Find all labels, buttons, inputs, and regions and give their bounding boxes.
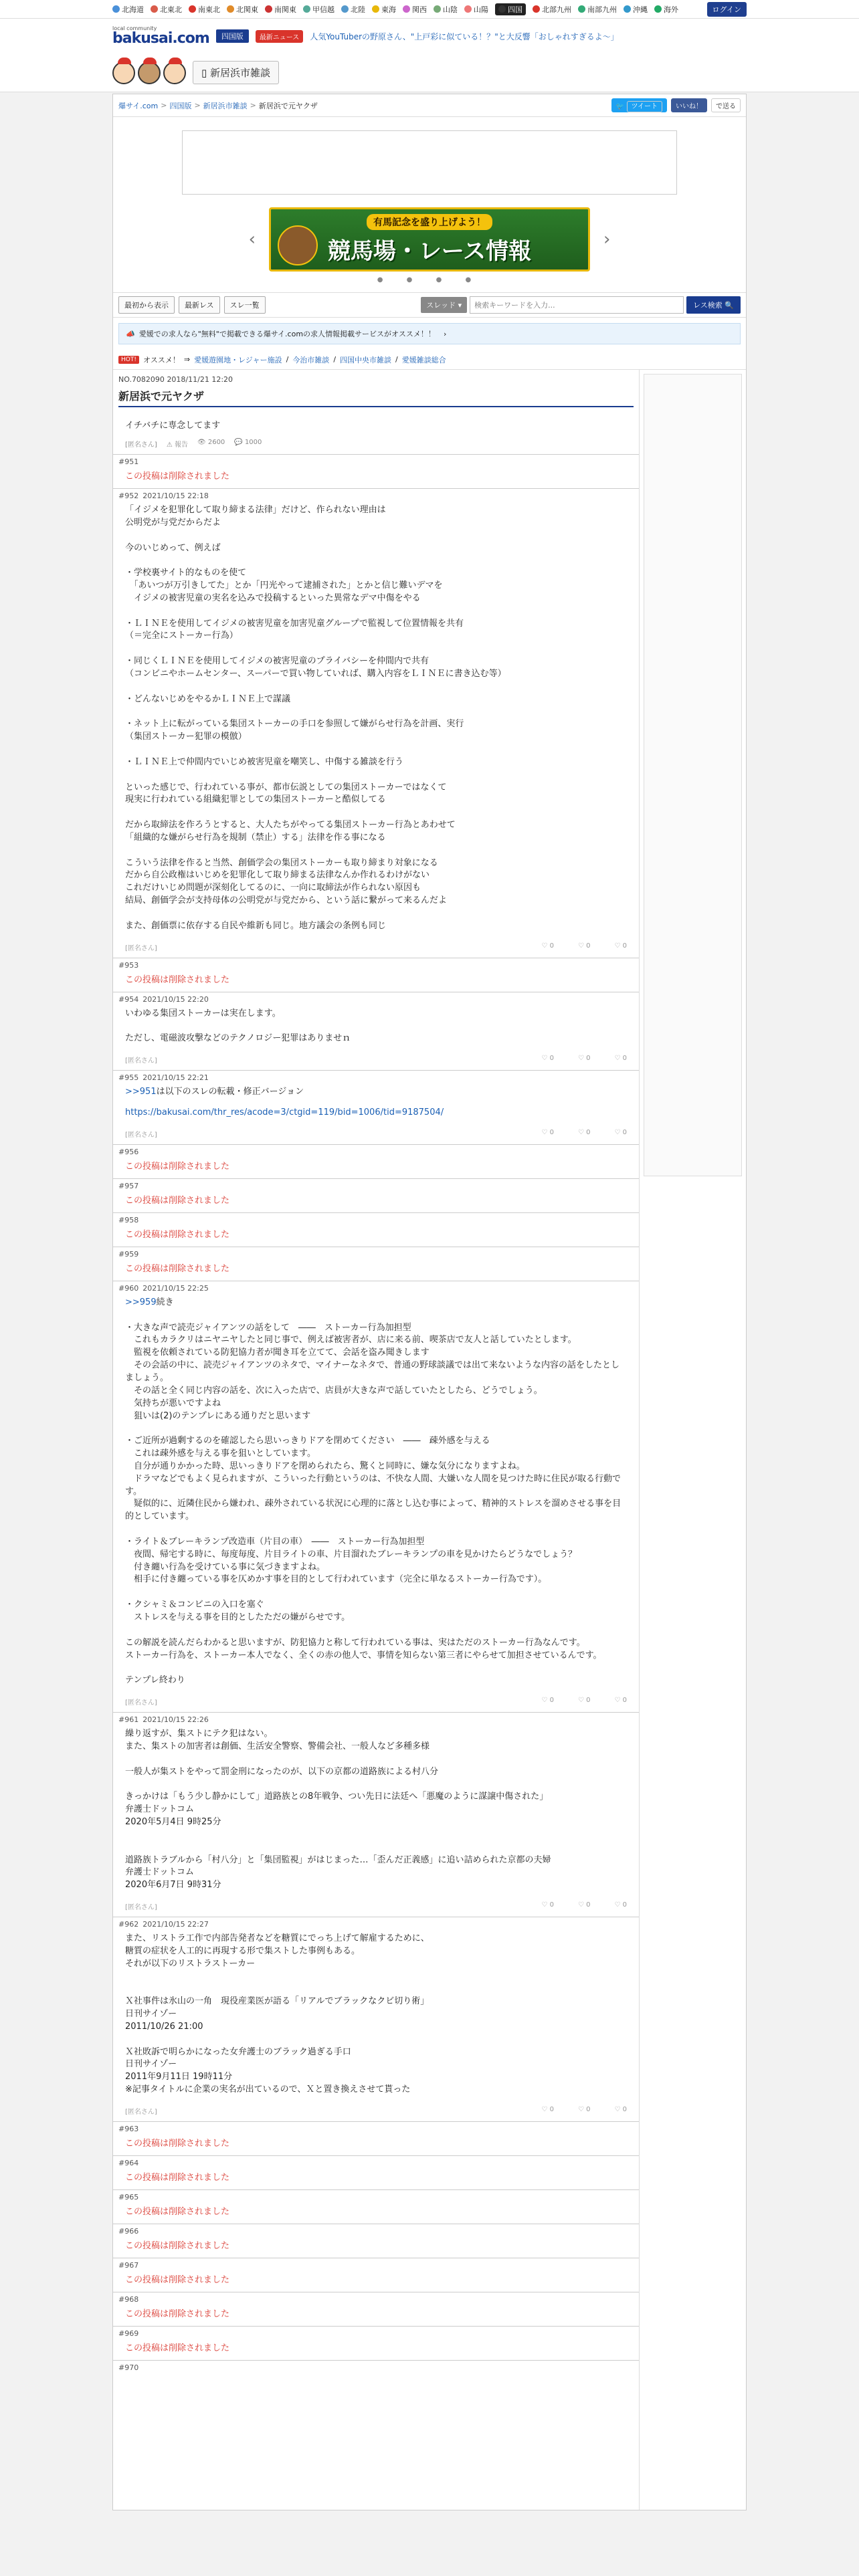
region-link[interactable] <box>112 4 144 15</box>
region-link[interactable] <box>151 4 182 15</box>
deleted-notice: この投稿は削除されました <box>125 471 230 481</box>
recommend-link[interactable]: 愛媛雑談総合 <box>401 355 446 364</box>
post-number[interactable]: #951 <box>118 457 139 466</box>
post-number[interactable]: #964 <box>118 2159 139 2167</box>
post-number[interactable]: #959 <box>118 1249 139 1259</box>
right-column <box>639 370 746 2510</box>
news-label: 最新ニュース <box>256 30 304 43</box>
deleted-notice: この投稿は削除されました <box>125 2241 230 2251</box>
thread-body: イチバチに専念してます <box>125 421 221 431</box>
horse-icon <box>278 225 318 265</box>
post-text: は以下のスレの転載・修正バージョン <box>156 1087 304 1097</box>
post-header <box>118 2329 634 2338</box>
deleted-notice: この投稿は削除されました <box>125 974 230 985</box>
right-ad[interactable] <box>644 374 742 1176</box>
quote-link[interactable]: >>959 <box>125 1297 157 1307</box>
region-label: 南部九州 <box>587 5 617 14</box>
post-date: 2021/10/15 22:21 <box>142 1073 209 1083</box>
like-icon[interactable]: ♡ 0 <box>541 942 554 950</box>
funny-icon[interactable]: ♡ 0 <box>614 1055 627 1063</box>
region-icon <box>227 5 234 13</box>
thread-toolbar <box>113 292 746 318</box>
region-label: 南東北 <box>198 5 220 14</box>
post-header <box>118 2261 634 2270</box>
deleted-notice: この投稿は削除されました <box>125 1161 230 1172</box>
region-label: 沖縄 <box>633 5 648 14</box>
post-header <box>118 2295 634 2304</box>
post-header <box>118 492 634 500</box>
keiba-banner[interactable] <box>269 207 590 272</box>
post-number[interactable]: #953 <box>118 960 139 970</box>
region-icon <box>303 5 310 13</box>
breadcrumb-board[interactable]: 新居浜市雑談 <box>203 101 248 110</box>
region-link[interactable] <box>434 4 458 15</box>
post-header <box>118 2363 634 2372</box>
area-badge[interactable]: 四国版 <box>216 29 249 43</box>
post <box>113 488 639 958</box>
recommend-label: オススメ！ <box>142 355 180 364</box>
region-label: 海外 <box>664 5 678 14</box>
show-from-start-button[interactable]: 最初から表示 <box>118 296 175 314</box>
separator: / <box>286 355 289 364</box>
tweet-label: ツイート <box>627 101 663 112</box>
banner-tag: 有馬記念を盛り上げよう！ <box>367 214 492 230</box>
post-author: [匿名さん] <box>125 944 157 952</box>
post-number[interactable]: #967 <box>118 2261 139 2270</box>
region-link[interactable] <box>464 4 488 15</box>
post-number[interactable]: #955 <box>118 1073 139 1083</box>
post-date: 2021/10/15 22:18 <box>142 492 209 500</box>
post <box>113 1212 639 1247</box>
ad-box[interactable] <box>182 130 677 195</box>
main-container <box>112 94 747 2510</box>
recommend-link[interactable]: 四国中央市雑談 <box>340 355 392 364</box>
post-author: [匿名さん] <box>125 1699 157 1707</box>
post-header <box>118 2227 634 2236</box>
region-icon <box>434 5 441 13</box>
share-buttons <box>611 98 741 112</box>
post-footer <box>118 1119 634 1140</box>
deleted-notice: この投稿は削除されました <box>125 2207 230 2217</box>
send-button[interactable]: で送る <box>711 98 741 112</box>
post-author: [匿名さん] <box>125 1131 157 1139</box>
post-header <box>118 2125 634 2133</box>
post <box>113 2155 639 2189</box>
post-date: 2021/10/15 22:20 <box>142 994 209 1004</box>
post <box>113 1070 639 1144</box>
banner-title: 競馬場・レース情報 <box>327 237 532 265</box>
reactions <box>541 2106 627 2116</box>
post <box>113 1144 639 1178</box>
content-area <box>113 370 746 2510</box>
post <box>113 1281 639 1712</box>
logo-sub: local community <box>112 25 157 31</box>
post <box>113 1247 639 1281</box>
mascot-icon <box>163 62 186 84</box>
hot-badge: HOT! <box>118 356 139 364</box>
like-button[interactable]: いいね！ <box>671 98 707 112</box>
region-link[interactable] <box>654 4 678 15</box>
logo-main: bakusai.com <box>112 30 209 47</box>
deleted-notice: この投稿は削除されました <box>125 2343 230 2353</box>
region-icon <box>498 5 506 13</box>
post-text: 「イジメを犯罪化して取り締まる法律」だけど、作られない理由は 公明党が与党だからだよ 今のいじめって、例えば ・学校裏サイト的なものを使て 「あいつが万引きしてた」とか「円光やって逮捕された」とかと信じ難いデマを イジメの被害児童の実名を込みで投稿するといった異常なデマ中傷をやる ・ＬＩＮＥを使用してイジメの被害児童を加害児童グループで監視して位置情報を共有 （＝完全にストーカー行為） ・同じくＬＩＮＥを使用してイジメの被害児童のプライバシーを仲間内で共有 （コンビニやホームセンター、スーパーで買い物していれば、購入内容をＬＩＮＥに書き込む等） ・どんないじめをやるかＬＩＮＥ上で謀議 ・ネット上に転がっている集団ストーカーの手口を参照して嫌がらせ行為を計画、実行 （集団ストーカー犯罪の模倣） ・ＬＩＮＥ上で仲間内でいじめ被害児童を嘲笑し、中傷する雑談を行う といった感じで、行われている事が、都市伝説としての集団ストーカーではなくて 現実に行われている組織犯罪としての集団ストーカーと酷似してる だから取締法を作ろうとすると、大人たちがやってる集団ストーカー行為とあわせて 「組織的な嫌がらせ行為を規制（禁止）する」法律を作る事になる こういう法律を作ると当然、創価学会の集団ストーカーも取り締まり対象になる だから自公政権はいじめを犯罪化して取り締まる法律なんか作れるわけがない これだけいじめ問題が深刻化してるのに、一向に取締法が作られない原因も 結局、創価学会が支持母体の公明党が与党だから、という話に繋がって来るんだよ また、創価票に依存する自民や維新も同じ。地方議会の条例も同じ <box>125 505 506 931</box>
post-number[interactable]: #968 <box>118 2295 139 2304</box>
region-label: 東海 <box>381 5 396 14</box>
recommend-link[interactable]: 愛媛遊園地・レジャー施設 <box>194 355 282 364</box>
sub-header <box>0 53 859 92</box>
chevron-right-icon: › <box>443 329 447 338</box>
carousel-dots[interactable]: ● ● ● ● <box>377 276 482 284</box>
post-number[interactable]: #952 <box>118 492 139 500</box>
post-body <box>118 1929 634 2097</box>
region-label: 山陰 <box>443 5 458 14</box>
post-body <box>118 1004 634 1046</box>
region-link[interactable] <box>372 4 396 15</box>
posts-column <box>113 370 639 2510</box>
post-footer <box>118 1045 634 1066</box>
post <box>113 2258 639 2292</box>
post-body <box>118 1724 634 1892</box>
region-label: 甲信越 <box>312 5 335 14</box>
deleted-notice: この投稿は削除されました <box>125 2309 230 2319</box>
thread-header <box>113 370 639 413</box>
like-icon[interactable]: ♡ 0 <box>541 1697 554 1705</box>
next-arrow-icon[interactable]: › <box>603 229 611 249</box>
report-link[interactable]: ⚠ 報告 <box>166 441 188 449</box>
post-footer <box>118 2097 634 2117</box>
post-header <box>118 1715 634 1724</box>
region-icon <box>533 5 540 13</box>
deleted-notice: この投稿は削除されました <box>125 1229 230 1240</box>
region-icon <box>464 5 472 13</box>
region-icon <box>624 5 631 13</box>
post-header <box>118 961 634 970</box>
funny-icon[interactable]: ♡ 0 <box>614 1901 627 1909</box>
region-link[interactable] <box>495 3 526 15</box>
region-link[interactable] <box>265 4 296 15</box>
post <box>113 2360 639 2381</box>
search-scope-label: スレッド <box>426 301 456 310</box>
site-logo[interactable] <box>112 26 209 46</box>
post-number[interactable]: #970 <box>118 2363 139 2372</box>
dislike-icon[interactable]: ♡ 0 <box>577 1055 591 1063</box>
post-number[interactable]: #954 <box>118 994 139 1004</box>
promo-text: 愛媛での求人なら"無料"で掲載できる爆サイ.comの求人情報掲載サービスがオススメ！！ <box>138 330 436 338</box>
region-icon <box>189 5 196 13</box>
region-link[interactable] <box>624 4 648 15</box>
post <box>113 454 639 488</box>
post <box>113 1712 639 1917</box>
post-header <box>118 1920 634 1929</box>
region-link[interactable] <box>403 4 427 15</box>
post-body <box>118 1293 634 1687</box>
reactions <box>541 1901 627 1911</box>
post-number[interactable]: #963 <box>118 2125 139 2133</box>
post-number[interactable]: #962 <box>118 1920 139 1929</box>
post-author: [匿名さん] <box>125 1904 157 1912</box>
post-number[interactable]: #965 <box>118 2193 139 2202</box>
region-label: 四国 <box>508 5 522 14</box>
thread-list-button[interactable]: スレ一覧 <box>224 296 266 314</box>
post-header <box>118 995 634 1004</box>
post-footer <box>118 933 634 954</box>
recommend-arrow: ⇒ <box>183 355 191 364</box>
breadcrumb: 爆サイ.com > 四国版 > 新居浜市雑談 > 新居浜で元ヤクザ 🐦 ツイート いいね！ で送る <box>113 94 746 117</box>
post <box>113 1178 639 1212</box>
deleted-notice: この投稿は削除されました <box>125 1263 230 1274</box>
reactions <box>541 942 627 952</box>
post-footer <box>118 1892 634 1913</box>
separator: / <box>395 355 398 364</box>
search-input[interactable] <box>470 296 684 314</box>
post-text: 続き ・大きな声で読売ジャイアンツの話をして ―― ストーカー行為加担型 これもカラクリはニヤニヤしたと同じ事で、例えば被害者が、店に来る前、喫茶店で友人と話していたとします。 監視を依頼されている防犯協力者が聞き耳を立てて、会話を盗み聞きします その会話の中に、読売ジャイアンツのネタで、マイナーなネタで、普通の野球談議では出て来ないような内容の話をしたとしましょう。 その話と全く同じ内容の話を、次に入った店で、店員が大きな声で話していたとしたら、どうでしょう。 気持ちが悪いですよね 狙いは(2)のテンプレにある通りだと思います ・ご近所が過剰するのを確認したら思いっきりドアを閉めてください ―― 疎外感を与える これは疎外感を与える事を狙いとしています。 自分が通りかかった時、思いっきりドアを閉められたら、驚くと同時に、嫌な気分になりますよね。 ドラマなどでもよく見られますが、こういった行動というのは、不快な人間、大嫌いな人間を見つけた時に住民が取る行動です。 疑似的に、近隣住民から嫌われ、疎外されている状況に心理的に落とし込む事によって、精神的ストレスを溜めさせる事を目的としています。 ・ライト＆ブレーキランプ改造車（片目の車） ―― ストーカー行為加担型 夜間、帰宅する時に、毎度毎度、片目ライトの車、片目溜れたブレーキランプの車を見かけたらどうなでしょう？ 付き纏い行為を受けている事に気づきますよね。 相手に付き纏っている事を仄めかす事を目的として行われています（完全に単なるストーカー行為です）。 ・クシャミ＆コンビニの入口を塞ぐ ストレスを与える事を目的としたただの嫌がらせです。 この解説を読んだらわかると思いますが、防犯協力と称して行われている事は、実はただのストーカー行為なんです。 ストーカー行為を、ストーカー本人でなく、全くの赤の他人で、事情を知らない第三者にやらせて加担させているんです。 テンプレ終わり <box>125 1297 622 1686</box>
deleted-notice: この投稿は削除されました <box>125 2275 230 2285</box>
deleted-notice <box>118 2372 634 2377</box>
post <box>113 2292 639 2326</box>
deleted-notice: この投稿は削除されました <box>125 2139 230 2149</box>
post-text: また、リストラ工作で内部告発者などを糖質にでっち上げて解雇するために、 糖質の症状を人工的に再現する形で集ストした事例もある。 それが以下のリストラストーカー Ｘ社事件は氷山の一角 現役産業医が語る「リアルでブラックなクビ切り術」 日刊サイゾー 2011/10/26 21:00 Ｘ社敗訴で明らかになった女弁護士のブラック過ぎる手口 日刊サイゾー 2011年9月11日 19時11分 ※記事タイトルに企業の実名が出ているので、Ｘと置き換えさせて貰った <box>125 1933 430 2095</box>
post-number[interactable]: #957 <box>118 1181 139 1190</box>
region-icon <box>654 5 662 13</box>
reactions <box>541 1129 627 1139</box>
thread-meta <box>113 436 639 454</box>
region-icon <box>341 5 349 13</box>
search-area <box>421 296 741 314</box>
like-icon[interactable]: ♡ 0 <box>541 1055 554 1063</box>
post-author: [匿名さん] <box>125 1057 157 1065</box>
like-icon[interactable]: ♡ 0 <box>541 2106 554 2113</box>
post-number[interactable]: #958 <box>118 1215 139 1224</box>
post-body <box>118 1082 634 1119</box>
post-text: いわゆる集団ストーカーは実在します。 ただし、電磁波攻撃などのテクノロジー犯罪はありませｎ <box>125 1008 351 1044</box>
dislike-icon[interactable]: ♡ 0 <box>577 1901 591 1909</box>
reactions <box>541 1697 627 1707</box>
region-icon <box>372 5 379 13</box>
views-count: 👁 2600 <box>197 439 225 446</box>
search-scope-select[interactable]: スレッド ▾ <box>421 297 467 313</box>
like-icon[interactable]: ♡ 0 <box>541 1128 554 1136</box>
news-link[interactable]: 人気YouTuberの野原さん、"上戸彩に似ている！？"と大反響「おしゃれすぎるよ～」 <box>310 31 619 41</box>
post <box>113 2326 639 2360</box>
board-button-label: 新居浜市雑談 <box>210 67 271 79</box>
post-date: 2021/10/15 22:27 <box>142 1920 209 1929</box>
separator: / <box>333 355 337 364</box>
prev-arrow-icon[interactable]: ‹ <box>248 229 256 249</box>
region-icon <box>151 5 158 13</box>
region-icon <box>578 5 585 13</box>
region-label: 北陸 <box>351 5 365 14</box>
breadcrumb-thread: 新居浜で元ヤクザ <box>258 101 318 110</box>
res-count: 💬 1000 <box>234 439 262 446</box>
thread-author: [匿名さん] <box>125 441 157 449</box>
tweet-button[interactable]: 🐦 ツイート <box>611 98 667 112</box>
post <box>113 2189 639 2224</box>
post-header <box>118 2193 634 2202</box>
region-bar <box>0 0 859 19</box>
thread-number: NO.7082090 2018/11/21 12:20 <box>118 375 233 384</box>
post-body <box>118 500 634 933</box>
post-footer <box>118 1687 634 1708</box>
post <box>113 2224 639 2258</box>
mascot-icon <box>138 62 161 84</box>
post <box>113 1917 639 2121</box>
latest-res-button[interactable]: 最新レス <box>179 296 220 314</box>
like-icon[interactable]: ♡ 0 <box>541 1901 554 1909</box>
quote-link[interactable]: >>951 <box>125 1087 157 1097</box>
post-header <box>118 1250 634 1259</box>
funny-icon[interactable]: ♡ 0 <box>614 942 627 950</box>
login-button[interactable]: ログイン <box>707 2 747 17</box>
post-author: [匿名さん] <box>125 2109 157 2116</box>
region-icon <box>112 5 120 13</box>
post-text: 繰り返すが、集ストにテク犯はない。 また、集ストの加害者は創価、生活安全警察、警備会社、一般人など多種多様 一般人が集ストをやって罰金刑になったのが、以下の京都の道路族による村八分 きっかけは「もう少し静かにして」道路族との8年戦争、つい先日に法廷へ「悪魔のように謀譲中傷された」 弁護士ドットコム 2020年5月4日 9時25分 道路族トラブルから「村八分」と「集団監視」がはじまった…「歪んだ正義感」に追い詰められた京都の夫婦 弁護士ドットコム 2020年6月7日 9時31分 <box>125 1729 551 1891</box>
post-header <box>118 2159 634 2167</box>
post-header <box>118 1182 634 1190</box>
post-number[interactable]: #956 <box>118 1147 139 1156</box>
post-number[interactable]: #961 <box>118 1715 139 1725</box>
reactions <box>541 1055 627 1065</box>
dislike-icon[interactable]: ♡ 0 <box>577 2106 591 2113</box>
region-label: 南関東 <box>274 5 296 14</box>
post-number[interactable]: #969 <box>118 2329 139 2338</box>
funny-icon[interactable]: ♡ 0 <box>614 1128 627 1136</box>
post-header <box>118 1216 634 1224</box>
post-number[interactable]: #960 <box>118 1283 139 1293</box>
job-promo[interactable] <box>118 323 741 344</box>
region-link[interactable] <box>227 4 258 15</box>
post-header <box>118 457 634 466</box>
board-button[interactable]: ▯ 新居浜市雑談 <box>193 61 279 84</box>
region-icon <box>403 5 410 13</box>
post <box>113 958 639 992</box>
region-label: 北東北 <box>160 5 182 14</box>
recommend-bar <box>113 350 746 370</box>
post-date: 2021/10/15 22:25 <box>142 1283 209 1293</box>
megaphone-icon: 📣 <box>126 329 135 338</box>
funny-icon[interactable]: ♡ 0 <box>614 2106 627 2113</box>
search-button-label: レス検索 <box>693 301 723 310</box>
post-header <box>118 1073 634 1082</box>
region-link[interactable] <box>341 4 365 15</box>
breadcrumb-home[interactable]: 爆サイ.com <box>118 101 159 110</box>
dislike-icon[interactable]: ♡ 0 <box>577 1128 591 1136</box>
recommend-link[interactable]: 今治市雑談 <box>292 355 330 364</box>
region-label: 北部九州 <box>542 5 571 14</box>
deleted-notice: この投稿は削除されました <box>125 1195 230 1206</box>
region-link[interactable] <box>303 4 335 15</box>
post <box>113 992 639 1071</box>
post-date: 2021/10/15 22:26 <box>142 1715 209 1725</box>
funny-icon[interactable]: ♡ 0 <box>614 1697 627 1705</box>
banner-carousel <box>113 203 746 276</box>
mascot-icon <box>112 62 135 84</box>
external-link[interactable]: https://bakusai.com/thr_res/acode=3/ctgid=119/bid=1006/tid=9187504/ <box>125 1107 444 1118</box>
region-label: 北関東 <box>236 5 258 14</box>
post-header <box>118 1148 634 1156</box>
site-header <box>0 19 859 53</box>
post-header <box>118 1284 634 1293</box>
post-number[interactable]: #966 <box>118 2227 139 2236</box>
post <box>113 2121 639 2155</box>
region-label: 関西 <box>412 5 427 14</box>
mascots <box>112 62 186 84</box>
region-link[interactable] <box>533 4 571 15</box>
search-button[interactable]: レス検索 🔍 <box>686 296 741 314</box>
region-icon <box>265 5 272 13</box>
dislike-icon[interactable]: ♡ 0 <box>577 1697 591 1705</box>
region-label: 山陽 <box>474 5 488 14</box>
region-link[interactable] <box>578 4 617 15</box>
dislike-icon[interactable]: ♡ 0 <box>577 942 591 950</box>
deleted-notice: この投稿は削除されました <box>125 2173 230 2183</box>
thread-title: 新居浜で元ヤクザ <box>118 388 634 407</box>
region-link[interactable] <box>189 4 220 15</box>
breadcrumb-area[interactable]: 四国版 <box>169 101 192 110</box>
region-label: 北海道 <box>122 5 144 14</box>
